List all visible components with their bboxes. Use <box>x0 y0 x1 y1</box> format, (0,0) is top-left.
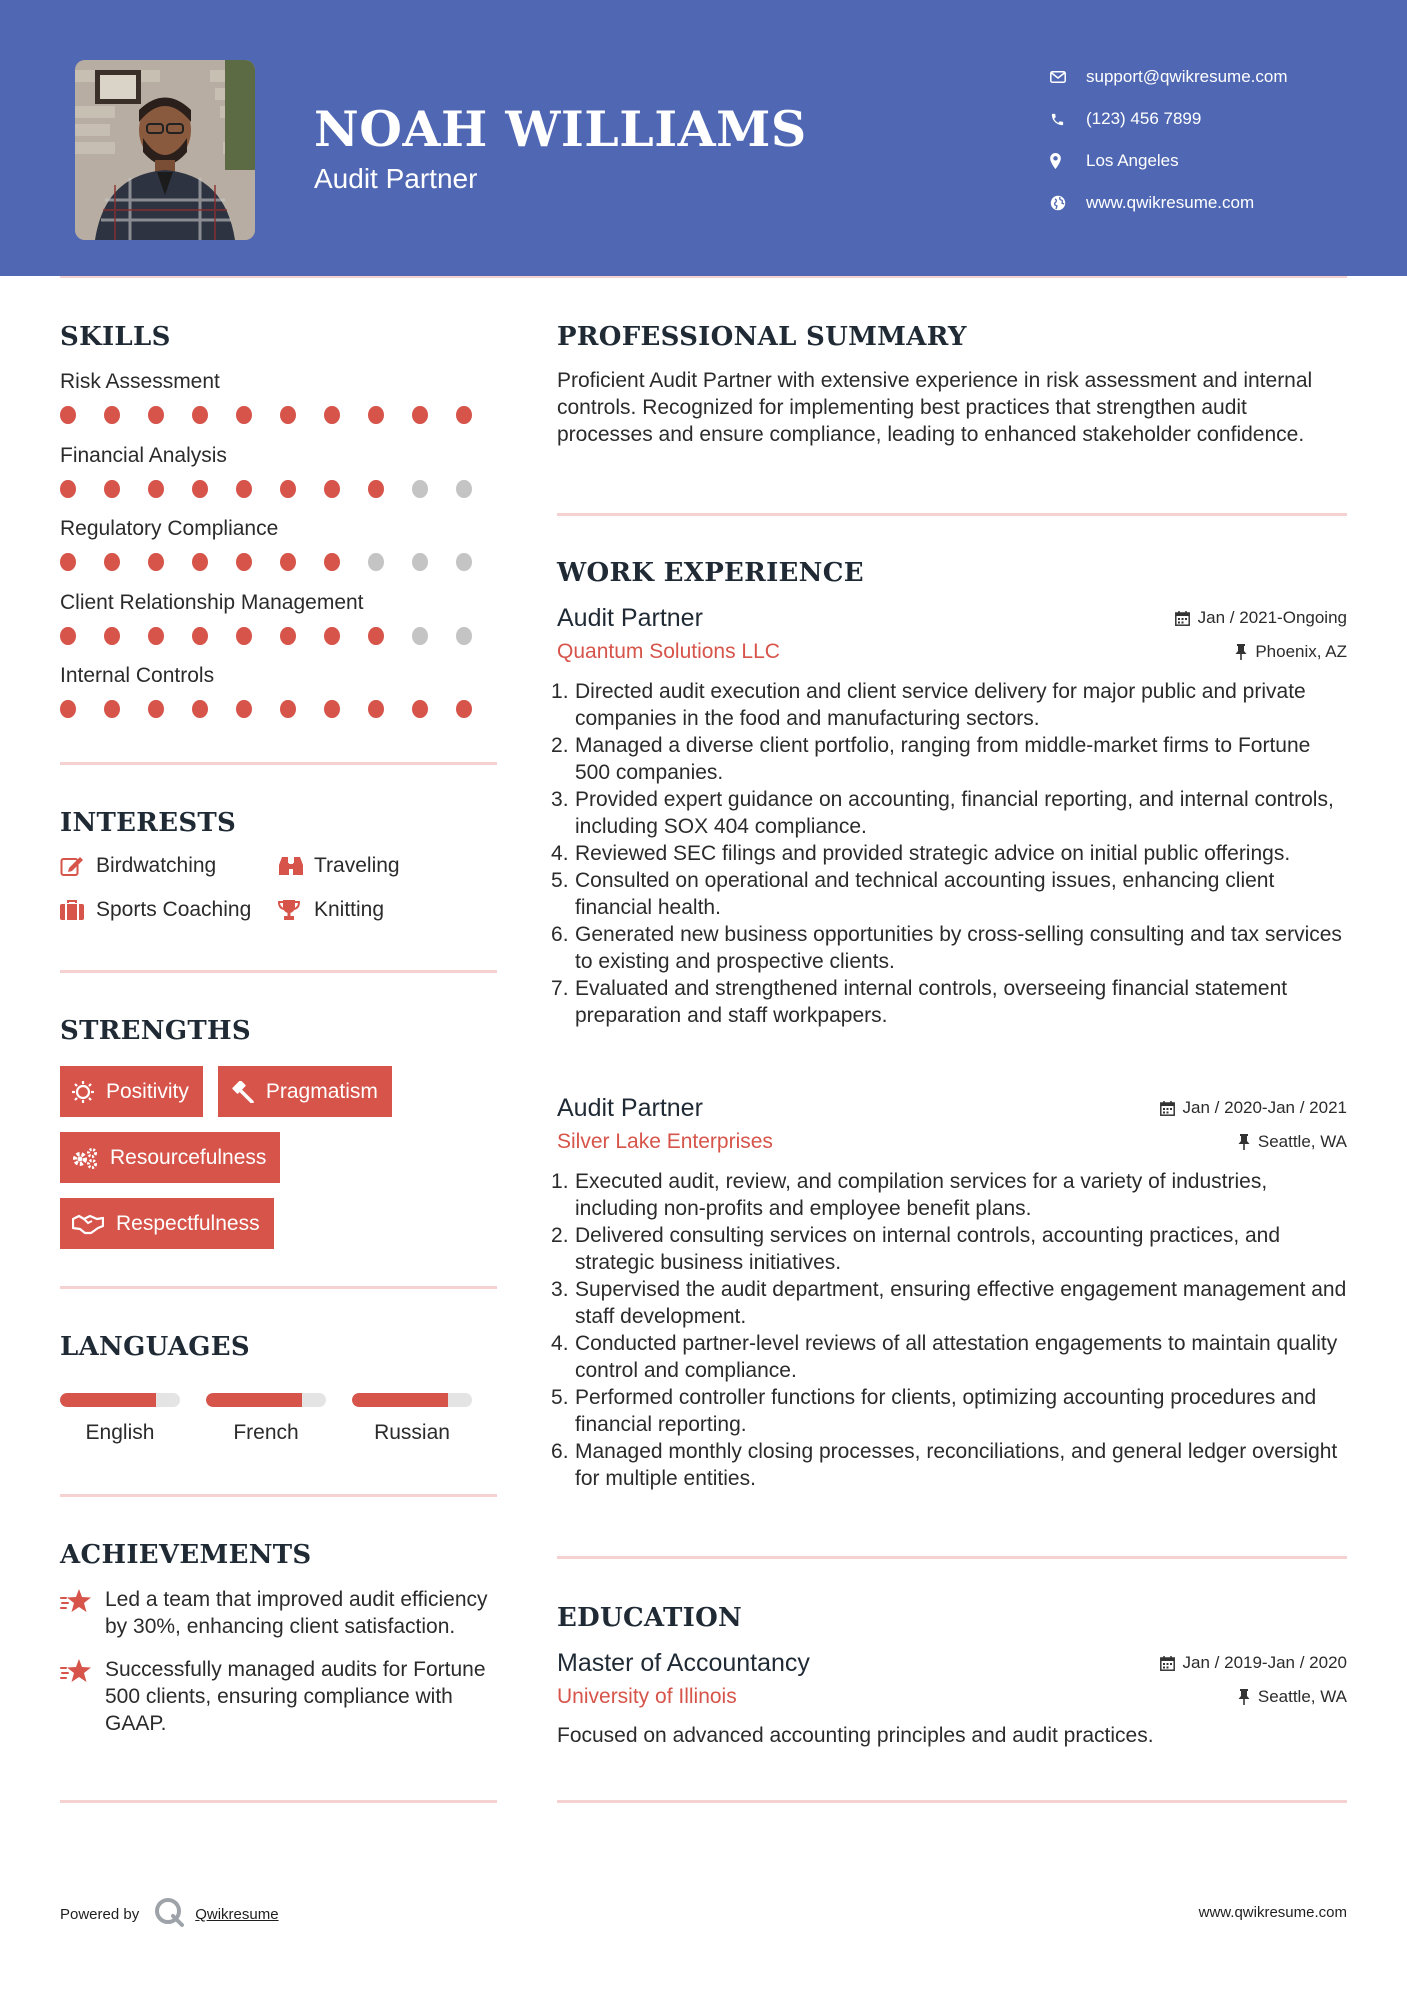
achievement-text: Successfully managed audits for Fortune 500 clients, ensuring compliance with GAAP. <box>105 1658 486 1735</box>
skill-dot-filled <box>192 406 208 424</box>
job-duty: Provided expert guidance on accounting, financial reporting, and internal controls, including SOX 404 compliance. <box>575 788 1334 838</box>
language-level-bar <box>60 1393 180 1407</box>
language-level-fill <box>352 1393 448 1407</box>
skill-dot-filled <box>236 553 252 571</box>
interest-label: Traveling <box>314 853 400 877</box>
achievement-item <box>60 1656 500 1737</box>
interest-label: Sports Coaching <box>96 897 252 921</box>
school-name: University of Illinois <box>557 1685 737 1708</box>
skill-dot-filled <box>192 480 208 498</box>
calendar-icon <box>1175 611 1190 626</box>
skill-name: Risk Assessment <box>60 370 220 393</box>
job-title: Audit Partner <box>557 1093 703 1122</box>
skill-dot-filled <box>148 627 164 645</box>
skill-dot-filled <box>104 480 120 498</box>
strength-label: Respectfulness <box>116 1211 260 1235</box>
language-level-bar <box>206 1393 326 1407</box>
skill-dot-empty <box>412 627 428 645</box>
skill-dot-empty <box>456 480 472 498</box>
strength-label: Pragmatism <box>265 1079 378 1103</box>
skill-rating <box>60 700 500 718</box>
email-link[interactable]: support@qwikresume.com <box>1086 67 1288 86</box>
company-name: Quantum Solutions LLC <box>557 640 780 663</box>
skill-dot-filled <box>104 406 120 424</box>
briefcase-icon <box>60 900 96 920</box>
summary-text: Proficient Audit Partner with extensive experience in risk assessment and internal controls. Recognized for implementing best practices that strengthen audit processes and ensure compliance, leading to enhanced stakeholder confidence. <box>557 369 1313 446</box>
sun-icon <box>72 1081 94 1103</box>
header <box>0 0 1407 276</box>
edit-icon <box>60 855 96 877</box>
skill-dot-filled <box>236 700 252 718</box>
achievement-item <box>60 1586 500 1640</box>
job-duties <box>557 678 1347 1029</box>
section-divider <box>60 1494 497 1497</box>
header-divider <box>60 276 1347 278</box>
language-name: Russian <box>374 1421 450 1444</box>
skill-dot-filled <box>324 480 340 498</box>
skill-dot-filled <box>60 627 76 645</box>
skill-name: Regulatory Compliance <box>60 517 279 540</box>
skill-dot-filled <box>236 627 252 645</box>
powered-by-label: Powered by <box>60 1906 140 1923</box>
skill-dot-filled <box>60 480 76 498</box>
job-duty: Managed monthly closing processes, reconciliations, and general ledger oversight for multiple entities. <box>575 1440 1338 1490</box>
contact-location <box>1050 140 1288 182</box>
language-level-bar <box>352 1393 472 1407</box>
skill-item <box>60 589 500 663</box>
gears-icon <box>72 1147 98 1169</box>
strength-tag <box>60 1066 203 1117</box>
skill-item <box>60 515 500 589</box>
strengths-list <box>60 1066 500 1264</box>
skill-dot-filled <box>192 627 208 645</box>
skill-dot-filled <box>148 700 164 718</box>
job-location-text: Seattle, WA <box>1257 1132 1347 1151</box>
languages-heading: LANGUAGES <box>60 1332 250 1362</box>
language-level-fill <box>60 1393 156 1407</box>
achievements-list <box>60 1586 500 1753</box>
trophy-icon <box>278 899 314 921</box>
star-icon <box>60 1586 105 1640</box>
skill-rating <box>60 553 500 571</box>
skill-dot-empty <box>368 553 384 571</box>
contact-email <box>1050 56 1288 98</box>
skill-dot-filled <box>280 627 296 645</box>
footer-branding <box>60 1896 279 1933</box>
education-location-text: Seattle, WA <box>1257 1687 1347 1706</box>
skill-dot-filled <box>148 553 164 571</box>
section-divider <box>60 1800 497 1803</box>
skill-dot-empty <box>456 627 472 645</box>
skill-dot-filled <box>280 480 296 498</box>
skill-rating <box>60 480 500 498</box>
skill-item <box>60 442 500 516</box>
job-dates-text: Jan / 2021-Ongoing <box>1197 608 1347 627</box>
skill-dot-filled <box>192 700 208 718</box>
education-location <box>1238 1687 1347 1707</box>
job-duty: Conducted partner-level reviews of all attestation engagements to maintain quality control and compliance. <box>575 1332 1338 1382</box>
language-name: English <box>85 1421 155 1444</box>
calendar-icon <box>1160 1656 1175 1671</box>
skills-heading: SKILLS <box>60 322 171 352</box>
interest-item <box>278 852 478 879</box>
language-name: French <box>233 1421 299 1444</box>
skill-dot-filled <box>368 627 384 645</box>
location-text: Los Angeles <box>1086 151 1179 170</box>
phone-number: (123) 456 7899 <box>1086 109 1202 128</box>
job-duty: Supervised the audit department, ensuring effective engagement management and staff development. <box>575 1278 1347 1328</box>
company-name: Silver Lake Enterprises <box>557 1130 773 1153</box>
job-location <box>1238 1132 1347 1152</box>
education-dates <box>1160 1653 1347 1673</box>
qwikresume-link[interactable]: Qwikresume <box>195 1906 279 1923</box>
skill-dot-filled <box>280 406 296 424</box>
job-location <box>1235 642 1347 662</box>
skill-rating <box>60 406 500 424</box>
skill-dot-filled <box>324 553 340 571</box>
interest-item <box>60 896 278 923</box>
skill-dot-filled <box>368 700 384 718</box>
strength-tag <box>60 1198 274 1249</box>
pushpin-icon <box>1238 1689 1250 1705</box>
job-duty: Generated new business opportunities by cross-selling consulting and tax services to existing and prospective clients. <box>575 923 1342 973</box>
gavel-icon <box>230 1081 254 1103</box>
experience-item <box>557 601 1347 1029</box>
handshake-icon <box>72 1213 104 1235</box>
strengths-heading: STRENGTHS <box>60 1016 251 1046</box>
education-heading: EDUCATION <box>557 1603 743 1633</box>
skill-item <box>60 662 500 736</box>
education-dates-text: Jan / 2019-Jan / 2020 <box>1182 1653 1347 1672</box>
degree-title: Master of Accountancy <box>557 1648 810 1677</box>
binoculars-icon <box>278 855 314 877</box>
section-divider <box>557 513 1347 516</box>
star-icon <box>60 1656 105 1737</box>
website-link[interactable]: www.qwikresume.com <box>1086 193 1255 212</box>
language-item <box>352 1393 498 1445</box>
pushpin-icon <box>1235 644 1247 660</box>
skill-dot-filled <box>148 406 164 424</box>
job-duty: Directed audit execution and client service delivery for major public and private companies in the food and manufacturing sectors. <box>575 680 1306 730</box>
skill-dot-filled <box>236 480 252 498</box>
skill-name: Client Relationship Management <box>60 590 364 614</box>
skill-dot-filled <box>456 700 472 718</box>
job-duty: Consulted on operational and technical accounting issues, enhancing client financial health. <box>575 869 1275 919</box>
experience-item <box>557 1091 1347 1492</box>
skill-dot-filled <box>148 480 164 498</box>
envelope-icon <box>1050 71 1086 83</box>
interest-label: Birdwatching <box>96 853 217 877</box>
languages-list <box>60 1393 498 1445</box>
strength-label: Resourcefulness <box>110 1145 267 1169</box>
summary-heading: PROFESSIONAL SUMMARY <box>557 322 967 352</box>
interests-list <box>60 852 500 923</box>
job-dates <box>1160 1098 1347 1118</box>
skill-dot-filled <box>280 700 296 718</box>
education-description: Focused on advanced accounting principles and audit practices. <box>557 1724 1154 1747</box>
interest-label: Knitting <box>314 897 385 921</box>
contact-info <box>1050 56 1288 224</box>
job-duty: Evaluated and strengthened internal controls, overseeing financial statement preparation and staff workpapers. <box>575 977 1288 1027</box>
skill-dot-filled <box>324 406 340 424</box>
skill-dot-empty <box>412 553 428 571</box>
skill-dot-filled <box>324 700 340 718</box>
skill-dot-filled <box>280 553 296 571</box>
strength-tag <box>218 1066 392 1117</box>
job-duties <box>557 1168 1347 1492</box>
achievement-text: Led a team that improved audit efficiency by 30%, enhancing client satisfaction. <box>105 1588 488 1638</box>
section-divider <box>557 1800 1347 1803</box>
globe-icon <box>1050 195 1086 211</box>
skill-dot-filled <box>368 406 384 424</box>
qwikresume-logo-icon <box>153 1896 185 1933</box>
calendar-icon <box>1160 1101 1175 1116</box>
skill-dot-filled <box>60 406 76 424</box>
skill-name: Internal Controls <box>60 664 215 687</box>
skill-dot-filled <box>104 700 120 718</box>
skill-dot-filled <box>60 700 76 718</box>
section-divider <box>60 1286 497 1289</box>
profile-photo <box>75 60 255 240</box>
job-location-text: Phoenix, AZ <box>1255 642 1347 661</box>
skill-item <box>60 368 500 442</box>
interests-heading: INTERESTS <box>60 808 237 838</box>
skill-dot-empty <box>412 480 428 498</box>
skill-dot-filled <box>412 700 428 718</box>
job-duty: Managed a diverse client portfolio, ranging from middle-market firms to Fortune 500 companies. <box>575 734 1311 784</box>
language-level-fill <box>206 1393 302 1407</box>
skill-dot-filled <box>368 480 384 498</box>
job-duty: Delivered consulting services on internal controls, accounting practices, and strategic business initiatives. <box>575 1224 1281 1274</box>
job-duty: Reviewed SEC filings and provided strategic advice on initial public offerings. <box>575 842 1291 865</box>
skill-rating <box>60 627 500 645</box>
skill-dot-filled <box>236 406 252 424</box>
job-duty: Performed controller functions for clients, optimizing accounting procedures and financial reporting. <box>575 1386 1317 1436</box>
candidate-title: Audit Partner <box>314 163 478 194</box>
education-item <box>557 1646 1347 1749</box>
contact-website <box>1050 182 1288 224</box>
job-dates-text: Jan / 2020-Jan / 2021 <box>1182 1098 1347 1117</box>
map-pin-icon <box>1050 153 1086 169</box>
candidate-name: NOAH WILLIAMS <box>314 100 807 158</box>
section-divider <box>60 762 497 765</box>
section-divider <box>60 970 497 973</box>
section-divider <box>557 1556 1347 1559</box>
interest-item <box>278 896 478 923</box>
achievements-heading: ACHIEVEMENTS <box>60 1540 312 1570</box>
skill-dot-filled <box>324 627 340 645</box>
skill-dot-filled <box>192 553 208 571</box>
job-title: Audit Partner <box>557 603 703 632</box>
pushpin-icon <box>1238 1134 1250 1150</box>
footer-website[interactable]: www.qwikresume.com <box>1198 1904 1347 1921</box>
language-item <box>60 1393 206 1445</box>
skill-dot-filled <box>412 406 428 424</box>
skill-name: Financial Analysis <box>60 443 227 467</box>
language-item <box>206 1393 352 1445</box>
skills-list <box>60 368 500 736</box>
strength-tag <box>60 1132 280 1183</box>
interest-item <box>60 852 278 879</box>
job-duty: Executed audit, review, and compilation services for a variety of industries, including non-profits and employee benefit plans. <box>575 1170 1268 1220</box>
phone-icon <box>1050 112 1086 127</box>
strength-label: Positivity <box>106 1079 189 1103</box>
contact-phone <box>1050 98 1288 140</box>
skill-dot-filled <box>60 553 76 571</box>
skill-dot-filled <box>104 553 120 571</box>
job-dates <box>1175 608 1347 628</box>
skill-dot-filled <box>104 627 120 645</box>
experience-heading: WORK EXPERIENCE <box>557 558 864 588</box>
skill-dot-filled <box>456 406 472 424</box>
skill-dot-empty <box>456 553 472 571</box>
